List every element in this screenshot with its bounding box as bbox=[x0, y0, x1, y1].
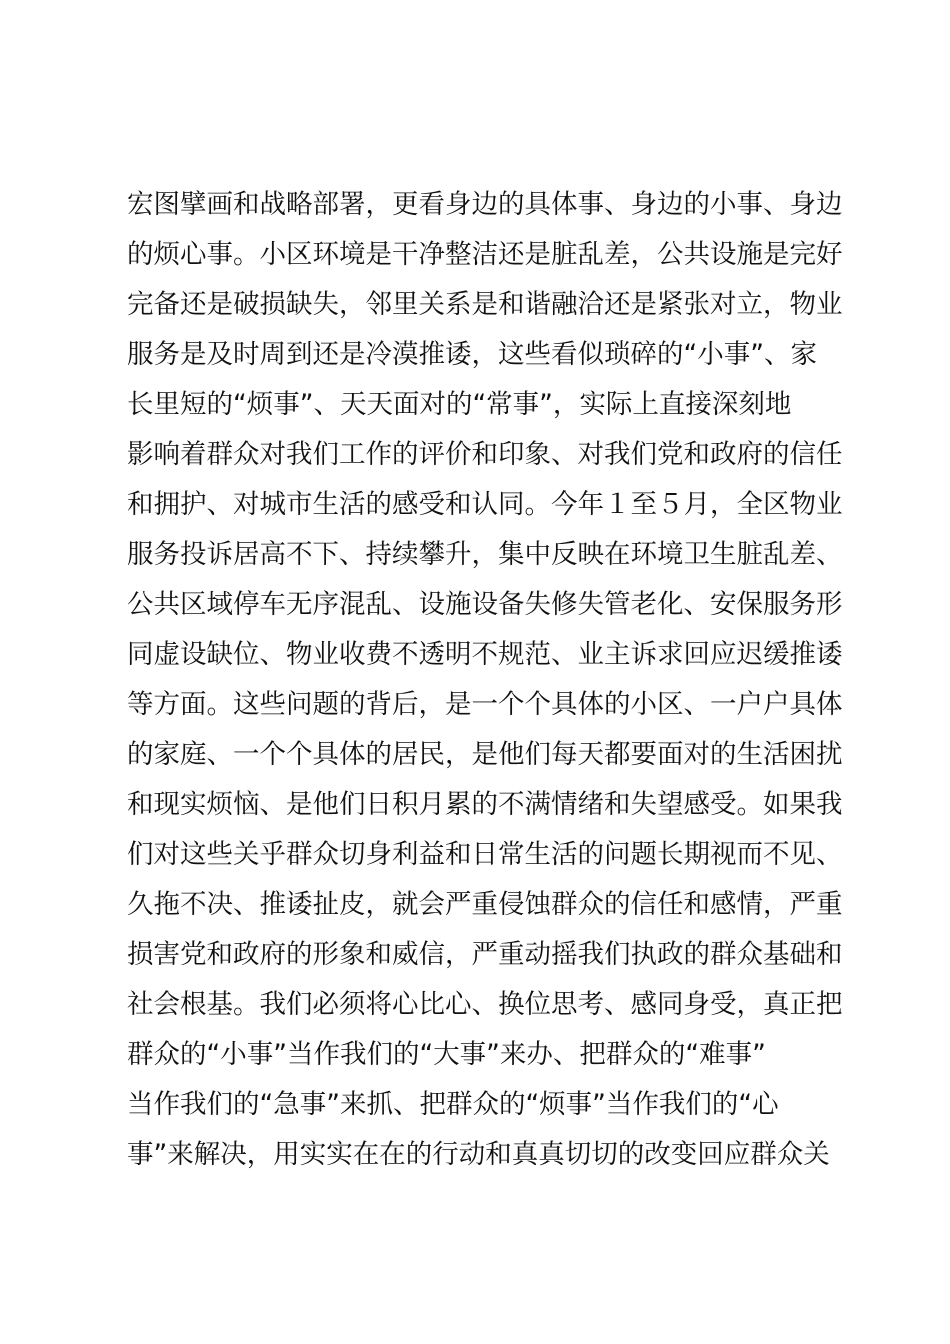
text-line: 完备还是破损缺失，邻里关系是和谐融洽还是紧张对立，物业 bbox=[127, 289, 843, 320]
text-line: 损害党和政府的形象和威信，严重动摇我们执政的群众基础和 bbox=[127, 939, 843, 970]
text-line: 影响着群众对我们工作的评价和印象、对我们党和政府的信任 bbox=[127, 439, 843, 470]
text-line: 事”来解决，用实实在在的行动和真真切切的改变回应群众关 bbox=[127, 1139, 830, 1170]
text-line: 同虚设缺位、物业收费不透明不规范、业主诉求回应迟缓推诿 bbox=[127, 639, 843, 670]
text-line: 群众的“小事”当作我们的“大事”来办、把群众的“难事” bbox=[127, 1039, 766, 1070]
body-paragraph bbox=[127, 180, 847, 1180]
text-line: 服务是及时周到还是冷漠推诿，这些看似琐碎的“小事”、家 bbox=[127, 339, 817, 370]
text-line: 长里短的“烦事”、天天面对的“常事”，实际上直接深刻地 bbox=[127, 389, 792, 420]
text-line: 的烦心事。小区环境是干净整洁还是脏乱差，公共设施是完好 bbox=[127, 239, 843, 270]
text-line: 和现实烦恼、是他们日积月累的不满情绪和失望感受。如果我 bbox=[127, 789, 843, 820]
text-line: 社会根基。我们必须将心比心、换位思考、感同身受，真正把 bbox=[127, 989, 843, 1020]
text-line: 的家庭、一个个具体的居民，是他们每天都要面对的生活困扰 bbox=[127, 739, 843, 770]
text-line: 公共区域停车无序混乱、设施设备失修失管老化、安保服务形 bbox=[127, 589, 843, 620]
text-line: 服务投诉居高不下、持续攀升，集中反映在环境卫生脏乱差、 bbox=[127, 539, 843, 570]
text-line: 们对这些关乎群众切身利益和日常生活的问题长期视而不见、 bbox=[127, 839, 843, 870]
text-line: 和拥护、对城市生活的感受和认同。今年１至５月，全区物业 bbox=[127, 489, 843, 520]
text-line: 当作我们的“急事”来抓、把群众的“烦事”当作我们的“心 bbox=[127, 1089, 779, 1120]
text-line: 等方面。这些问题的背后，是一个个具体的小区、一户户具体 bbox=[127, 689, 843, 720]
text-line: 宏图擘画和战略部署，更看身边的具体事、身边的小事、身边 bbox=[127, 189, 843, 220]
text-line: 久拖不决、推诿扯皮，就会严重侵蚀群众的信任和感情，严重 bbox=[127, 889, 843, 920]
